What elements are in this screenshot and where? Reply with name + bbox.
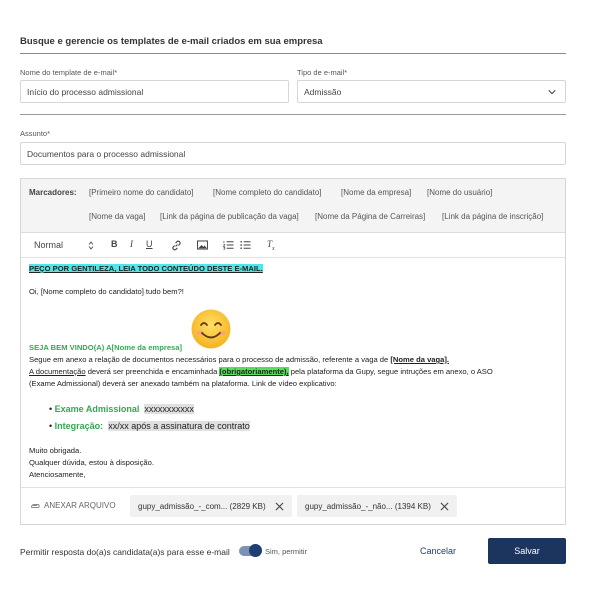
list-item: • Exame Admissional xxxxxxxxxxx — [49, 404, 194, 414]
format-select-arrows-icon — [88, 241, 94, 250]
email-editor — [20, 178, 566, 525]
list-item: • Integração: xx/xx após a assinatura de contrato — [49, 421, 250, 431]
subject-label: Assunto* — [20, 129, 51, 138]
close-icon[interactable] — [275, 502, 284, 511]
attachment-chip — [130, 495, 292, 517]
template-name-input[interactable] — [27, 87, 288, 97]
close-icon[interactable] — [440, 502, 449, 511]
divider — [20, 53, 566, 54]
markers-panel — [21, 179, 565, 233]
email-type-value: Admissão — [304, 86, 342, 97]
marker-career-page[interactable]: [Nome da Página de Carreiras] — [315, 212, 426, 221]
body-line: Atenciosamente, — [29, 470, 86, 479]
body-text: pela plataforma da Gupy, segue intruções em anexo, o ASO — [288, 367, 493, 376]
markers-title: Marcadores: — [29, 188, 77, 197]
marker-user-name[interactable]: [Nome do usuário] — [427, 188, 493, 197]
attachment-name: gupy_admissão_-_com... (2829 KB) — [138, 501, 266, 511]
italic-icon[interactable]: I — [130, 239, 133, 249]
body-line: Muito obrigada. — [29, 446, 82, 455]
marker-job-link[interactable]: [Link da página de publicação da vaga] — [160, 212, 299, 221]
body-text: A documentação — [29, 367, 86, 376]
list-item-label: Exame Admissional — [54, 404, 140, 414]
marker-company-name[interactable]: [Nome da empresa] — [341, 188, 412, 197]
bullet-list-icon[interactable] — [240, 240, 251, 250]
template-name-label: Nome do template de e-mail* — [20, 68, 118, 77]
attachment-name: gupy_admissão_-_não... (1394 KB) — [305, 501, 431, 511]
body-text: (obrigatoriamente), — [219, 367, 289, 376]
chevron-down-icon — [548, 88, 556, 96]
body-text: Segue em anexo a relação de documentos necessários para o processo de admissão, referente a vaga de — [29, 355, 391, 364]
cancel-button[interactable]: Cancelar — [420, 546, 457, 556]
bold-icon[interactable]: B — [111, 239, 118, 249]
attachments-bar — [21, 487, 565, 524]
paperclip-icon — [30, 503, 40, 509]
link-icon[interactable] — [171, 240, 182, 251]
ordered-list-icon[interactable] — [223, 240, 234, 250]
reply-permission-toggle[interactable] — [239, 546, 261, 556]
body-line: PEÇO POR GENTILEZA, LEIA TODO CONTEÚDO DESTE E-MAIL. — [29, 264, 263, 273]
marker-job-name[interactable]: [Nome da vaga] — [89, 212, 146, 221]
marker-application-link[interactable]: [Link da página de inscrição] — [442, 212, 544, 221]
marker-full-name[interactable]: [Nome completo do candidato] — [213, 188, 322, 197]
smiling-face-emoji-icon — [190, 308, 232, 350]
list-item-label: Integração: — [54, 421, 104, 431]
toggle-label: Sim, permitir — [265, 547, 308, 556]
marker-first-name[interactable]: [Primeiro nome do candidato] — [89, 188, 194, 197]
body-line: (Exame Admissional) deverá ser anexado também na plataforma. Link de vídeo explicativo: — [29, 379, 337, 388]
divider — [20, 114, 566, 115]
format-select[interactable]: Normal — [34, 240, 64, 250]
body-text: [Nome da vaga]. — [390, 355, 450, 364]
attach-file-button[interactable] — [30, 501, 116, 510]
save-button[interactable]: Salvar — [488, 538, 566, 564]
attach-file-label: ANEXAR ARQUIVO — [44, 501, 116, 510]
list-item-value: xx/xx após a assinatura de contrato — [108, 421, 250, 431]
clear-format-icon[interactable]: $T_x$ — [267, 239, 275, 252]
page-heading: Busque e gerencie os templates de e-mail criados em sua empresa — [20, 36, 323, 47]
body-line: Oi, [Nome completo do candidato] tudo bem?! — [29, 287, 184, 296]
underline-icon[interactable]: U — [146, 239, 153, 249]
image-icon[interactable] — [197, 240, 208, 250]
subject-input[interactable] — [27, 149, 565, 159]
welcome-line: SEJA BEM VINDO(A) A[Nome da empresa] — [29, 343, 183, 352]
body-text: deverá ser preenchida e encaminhada — [85, 367, 220, 376]
template-name-field[interactable] — [20, 80, 289, 103]
reply-permission-label: Permitir resposta do(a)s candidata(a)s para esse e-mail — [20, 547, 230, 557]
email-type-select[interactable] — [297, 80, 566, 103]
toggle-knob — [249, 544, 262, 557]
email-type-label: Tipo de e-mail* — [297, 68, 348, 77]
editor-toolbar — [21, 233, 565, 258]
list-item-value: xxxxxxxxxxx — [144, 404, 194, 414]
attachment-chip — [297, 495, 457, 517]
subject-field[interactable] — [20, 142, 566, 165]
body-line: Qualquer dúvida, estou à disposição. — [29, 458, 154, 467]
